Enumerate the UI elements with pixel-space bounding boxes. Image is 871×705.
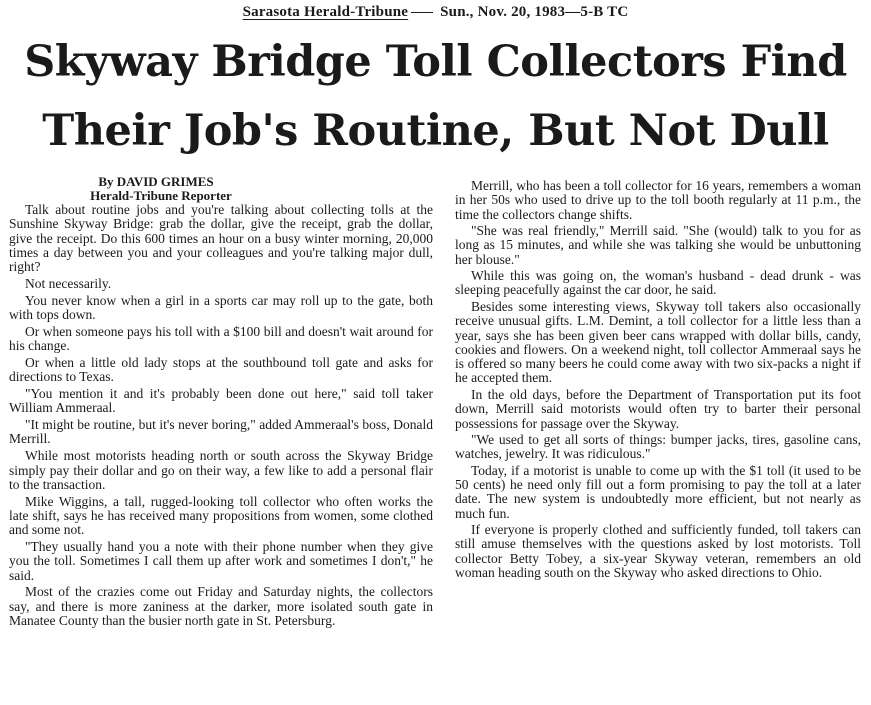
article-paragraph: "We used to get all sorts of things: bumper jacks, tires, gasoline cans, watches, jewelry. It was ridiculous." [455, 431, 861, 462]
article-paragraph: "They usually hand you a note with their phone number when they give you the toll. Sometimes I call them up after work and sometimes I don't," he said. [9, 539, 433, 583]
article-paragraph: Besides some interesting views, Skyway toll takers also occasionally receive unusual gifts. L.M. Demint, a toll collector for a little less than a year, says she has been given beer cans wrapped with dollar bills, candy, cookies and flowers. On a weekend night, toll collector Ammeraal says he is offered so many beers he could come away with two six-packs a night if he accepted them. [455, 298, 861, 386]
article-paragraph: Not necessarily. [25, 275, 112, 291]
article-paragraph: If everyone is properly clothed and sufficiently funded, toll takers can still amuse themselves with the questions asked by lost motorists. Toll collector Betty Tobey, a six-year Skyway veteran, remembers an old woman heading south on the Skyway who asked directions to Ohio. [455, 522, 861, 581]
article-paragraph: Or when someone pays his toll with a $100 bill and doesn't wait around for his change. [9, 323, 433, 354]
article-paragraph: Talk about routine jobs and you're talking about collecting tolls at the Sunshine Skyway Bridge: grab the dollar, give the receipt, grab the dollar, give the receipt. Do this 600 times an hour on a busy winter morning, 20,000 times a day between you and your colleagues and you're talking major dull, right? [9, 202, 433, 275]
article-paragraph: While most motorists heading north or south across the Skyway Bridge simply pay their dollar and go on their way, a few like to add a personal flair to the transaction. [9, 448, 433, 492]
article-paragraph: While this was going on, the woman's husband - dead drunk - was sleeping peacefully against the car door, he said. [455, 268, 861, 298]
article-paragraph: Mike Wiggins, a tall, rugged-looking toll collector who often works the late shift, says he has received many propositions from women, some clothed and some not. [9, 493, 433, 538]
article-column-right [455, 179, 861, 583]
article-column-left [9, 175, 433, 631]
article-paragraph: In the old days, before the Department of Transportation put its foot down, Merrill said motorists would often try to barter their personal possessions for passage over the Skyway. [455, 386, 861, 431]
article-paragraph: You never know when a girl in a sports car may roll up to the gate, both with tops down. [9, 292, 433, 323]
article-paragraph: "You mention it and it's probably been done out here," said toll taker William Ammeraal. [9, 386, 433, 416]
headline-line-2: Their Job's Routine, But Not Dull [42, 106, 829, 156]
masthead [0, 4, 871, 21]
article-paragraph: Merrill, who has been a toll collector for 16 years, remembers a woman in her 50s who used to drive up to the toll booth regularly at 11 p.m., the time the collectors change shifts. [455, 178, 861, 222]
article-paragraph: "It might be routine, but it's never boring," added Ammeraal's boss, Donald Merrill. [9, 417, 433, 447]
byline-author: By DAVID GRIMES [98, 174, 214, 189]
masthead-rule [411, 12, 433, 13]
article-paragraph: Most of the crazies come out Friday and Saturday nights, the collectors say, and there is more zaniness at the darker, more isolated south gate in Manatee County than the busier north gate in St. Petersburg. [9, 584, 433, 629]
article-paragraph: Or when a little old lady stops at the southbound toll gate and asks for directions to Texas. [9, 354, 433, 385]
dateline: Sun., Nov. 20, 1983—5-B TC [440, 4, 629, 20]
newspaper-name: Sarasota Herald-Tribune [242, 4, 409, 20]
article-paragraph: "She was real friendly," Merrill said. "She (would) talk to you for as long as 15 minutes, and while she was talking she would be unbuttoning her blouse." [455, 223, 861, 267]
headline-line-1: Skyway Bridge Toll Collectors Find [24, 37, 847, 87]
byline-role: Herald-Tribune Reporter [90, 188, 232, 203]
article-paragraph: Today, if a motorist is unable to come up with the $1 toll (it used to be 50 cents) he need only fill out a form promising to pay the toll at a later date. The new system is undoubtedly more efficient, but not nearly as much fun. [455, 462, 861, 521]
